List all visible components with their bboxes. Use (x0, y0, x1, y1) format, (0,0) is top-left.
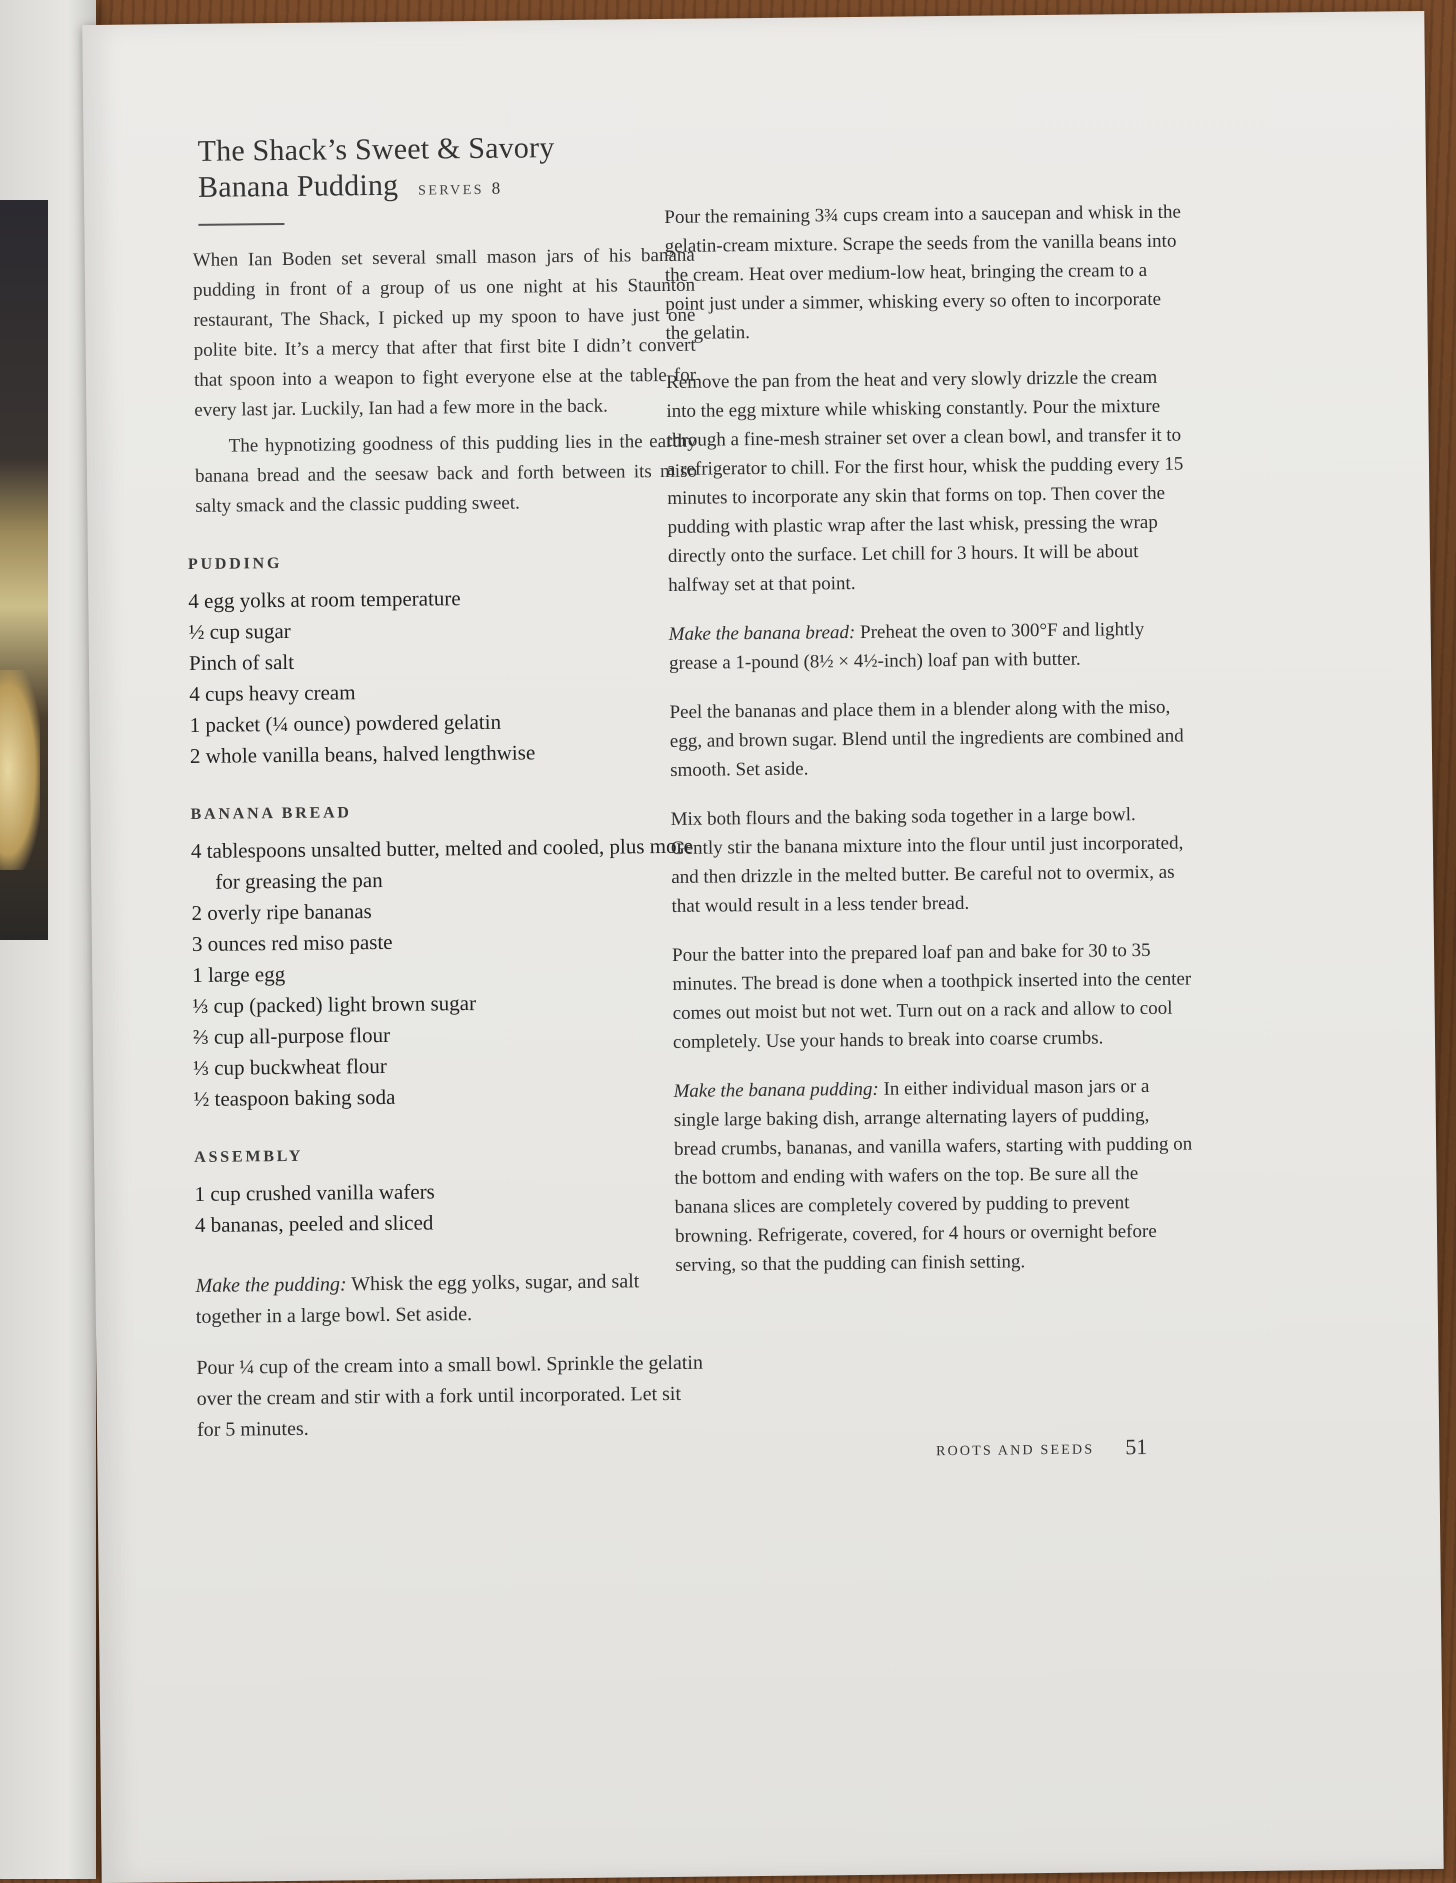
title-rule (198, 223, 284, 226)
recipe-title (197, 129, 694, 212)
facing-page (0, 0, 96, 1879)
banana-bread-ingredient-list (191, 831, 704, 1115)
ingredient-item: Pinch of salt (188, 649, 295, 675)
method-step-lead: Make the banana bread: (668, 622, 856, 645)
method-step-lead: Make the pudding: (195, 1273, 347, 1297)
method-step-text: In either individual mason jars or a single large baking dish, arrange alternating layers of pudding, bread crumbs, bananas, and vanilla wafers, starting with pudding on the bottom and ending with wafers on the top. Be sure all the banana slices are completely covered by pudding to prevent browning. Refrigerate, covered, for 4 hours or overnight before serving, so that the pudding can finish setting. (673, 1075, 1193, 1276)
ingredient-item: 1 packet (¼ ounce) powdered gelatin (189, 709, 502, 737)
ingredient-item: ½ cup sugar (188, 618, 291, 644)
ingredient-item: 4 cups heavy cream (189, 680, 356, 706)
method-step: Remove the pan from the heat and very slowly drizzle the cream into the egg mixture while whisking constantly. Pour the mixture through a fine-mesh strainer set over a clean bowl, and transfer it to a refrigerator to chill. For the first hour, whisk the pudding every 15 minutes to incorporate any skin that forms on top. Then cover the pudding with plastic wrap after the last whisk, pressing the wrap directly onto the surface. Let chill for 3 hours. It will be about halfway set at that point. (665, 366, 1184, 596)
ingredient-item: ⅓ cup buckwheat flour (193, 1053, 387, 1080)
ingredient-item: 2 overly ripe bananas (191, 899, 372, 925)
ingredient-item: 1 cup crushed vanilla wafers (194, 1179, 435, 1206)
left-column (183, 129, 707, 1466)
ingredient-item: 2 whole vanilla beans, halved lengthwise (189, 740, 536, 768)
pudding-heading: PUDDING (187, 555, 283, 574)
method-step: Pour the batter into the prepared loaf pan and bake for 30 to 35 minutes. The bread is done when a toothpick inserted into the center comes out moist but not wet. Turn out on a rack and allow to cool completely. Use your hands to break into coarse crumbs. (671, 939, 1192, 1053)
method-step: Pour the remaining 3¾ cups cream into a saucepan and whisk in the gelatin-cream mixture. Scrape the seeds from the vanilla beans into the cream. Heat over medium-low heat, bringing the cream to a point just under a simmer, whisking every so often to incorporate the gelatin. (664, 201, 1181, 344)
assembly-heading: ASSEMBLY (194, 1147, 304, 1166)
method-step (673, 1072, 1195, 1280)
serves-label: SERVES (417, 182, 485, 199)
right-column (664, 198, 1195, 1300)
method-step: Peel the bananas and place them in a blender along with the miso, egg, and brown sugar. Blend until the ingredients are combined and smooth. Set aside. (669, 696, 1184, 781)
ingredient-item: 4 tablespoons unsalted butter, melted and cooled, plus more for greasing the pan (190, 833, 693, 894)
method-step (669, 615, 1190, 678)
facing-page-photo (0, 200, 48, 940)
recipe-title-line2: Banana Pudding (197, 168, 399, 204)
assembly-ingredient-list (194, 1174, 705, 1241)
intro-paragraph-1: When Ian Boden set several small mason jars of his banana pudding in front of a group of us one night at his Staunton restaurant, The Shack, I picked up my spoon to have just one polite bite. It’s a mercy that after that first bite I didn’t convert that spoon into a weapon to fight everyone else at the table for every last jar. Luckily, Ian had a few more in the back. (192, 244, 697, 421)
book-page (82, 11, 1443, 1883)
photo-food-detail (0, 670, 40, 870)
serves-count: 8 (491, 178, 502, 198)
ingredient-item: ½ teaspoon baking soda (193, 1084, 396, 1111)
method-step: Mix both flours and the baking soda together in a large bowl. Gently stir the banana mixture into the flour until just incorporated, and then drizzle in the melted butter. Be careful not to overmix, as that would result in a less tender bread. (670, 804, 1184, 917)
ingredient-item: ⅔ cup all-purpose flour (192, 1022, 391, 1049)
method-step: Pour ¼ cup of the cream into a small bowl. Sprinkle the gelatin over the cream and stir with a fork until incorporated. Let sit for 5 minutes. (196, 1351, 704, 1441)
recipe-title-line2-wrap (198, 165, 694, 212)
banana-bread-heading: BANANA BREAD (190, 804, 352, 823)
ingredient-item: 3 ounces red miso paste (191, 929, 393, 956)
method-step (195, 1266, 706, 1333)
method-step-text: Whisk the egg yolks, sugar, and salt together in a large bowl. Set aside. (195, 1270, 640, 1328)
method-step-lead: Make the banana pudding: (673, 1078, 879, 1102)
running-footer: ROOTS AND SEEDS (935, 1442, 1095, 1460)
ingredient-item: 1 large egg (192, 962, 286, 987)
ingredient-item: 4 bananas, peeled and sliced (194, 1210, 434, 1237)
recipe-title-line1: The Shack’s Sweet & Savory (197, 131, 555, 168)
intro-paragraph-2: The hypnotizing goodness of this pudding lies in the earthy banana bread and the seesaw back and forth between its miso salty smack and the classic pudding sweet. (194, 430, 698, 517)
pudding-ingredient-list (188, 581, 700, 772)
ingredient-item: ⅓ cup (packed) light brown sugar (192, 991, 477, 1018)
page-number: 51 (1125, 1434, 1148, 1460)
ingredient-item: 4 egg yolks at room temperature (188, 586, 461, 613)
method-step-text: Preheat the oven to 300°F and lightly grease a 1-pound (8½ × 4½-inch) loaf pan with butter. (668, 618, 1145, 674)
